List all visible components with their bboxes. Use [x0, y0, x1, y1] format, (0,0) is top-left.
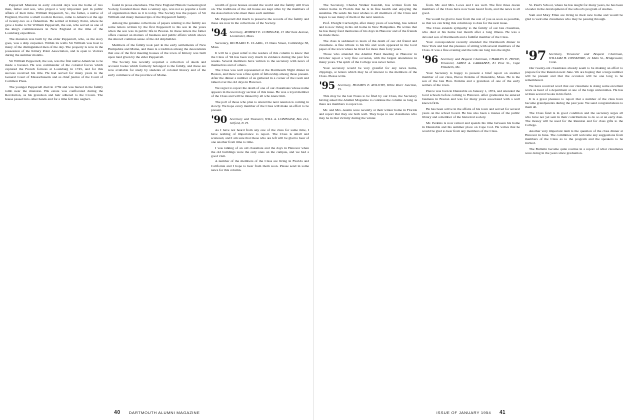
- magazine-title: DARTMOUTH ALUMNI MAGAZINE: [128, 410, 200, 415]
- left-column-3-intro: [211, 3, 309, 25]
- paragraph: This may be the last Notes to be filed by our Class, the Secretary having asked the Alumni Magazine to continue the column as long as there are members to report on.: [319, 94, 417, 107]
- left-column-1: [5, 3, 103, 405]
- page-number: 40: [114, 410, 121, 416]
- issue-label: ISSUE OF JANUARY 1954: [436, 410, 491, 415]
- paragraph: Mr. and Mrs. Austin were recently at their winter home in Florida and report that they are both well. They hope to see classmates who may be in that vicinity during the winter.: [319, 107, 417, 120]
- paragraph: The Class was well represented at the Dartmouth Night dinner in Boston, and there was a fine spirit of fellowship among those present. After the dinner a number of us gathered in a corner of the room and talked over the old days in Hanover.: [211, 68, 309, 85]
- paragraph: The class is saddened to learn of the death of our old friend and classmate. A fine tribute to his life and work appeared in the local paper of the town where he lived for more than forty years.: [319, 38, 417, 51]
- paragraph: Your correspondent recently attended the Dartmouth dinner in New York and had the pleasure of sitting with several members of the Class. It was a fine evening and the talk ran long into the night.: [422, 40, 520, 53]
- class-notes-96: [422, 71, 520, 132]
- paragraph: The Class extends sympathy to the family of our late classmate, who died at his home last month after a long illness. He was a devoted son of Dartmouth and a faithful member of the Class.: [422, 26, 520, 39]
- paragraph: Mr. Pepperrell did much to preserve the records of the family and these are now in the collections of the Society.: [211, 16, 309, 25]
- paragraph: I was talking of an old classmate and the days in Hanover when the old buildings were the only ones on the campus, and we had a good visit.: [211, 145, 309, 158]
- paragraph: The poll of those who plan to attend the next reunion is coming in slowly. We hope every member of the Class will make an effort to be present.: [211, 99, 309, 112]
- left-column-2: [108, 3, 206, 405]
- class-number: '95: [319, 81, 335, 93]
- right-column-1-text: [319, 3, 417, 78]
- right-column-3: [525, 3, 623, 405]
- left-folio: [0, 409, 314, 417]
- paragraph: wealth of great houses around the world and the family still lives on. The traditions of the old house are kept alive by the members of the Association who meet there each summer.: [211, 3, 309, 16]
- class-heading-90: [211, 116, 309, 126]
- right-page: [314, 0, 628, 420]
- paragraph: We would be glad to hear from the rest of you as soon as possible, so that we can bring this column up to date for the next issue.: [422, 16, 520, 25]
- paragraph: Mr. Perkins is now retired and spends his time between his home in Dunstable and his summer place on Cape Cod. He writes that he would be glad to hear from any members of the Class.: [422, 120, 520, 133]
- paragraph: It is a great pleasure to report that a number of the class have become grandparents during the past year. We send congratulations to them all.: [525, 97, 623, 110]
- class-notes-97: [525, 66, 623, 155]
- class-secretary-info: Secretary and Bequest Chairman, CHARLES E. HOWE, Treasurer, JABEZ A. LARRABEE, 81 Pine St., Cape Elizabeth, Me.: [440, 57, 520, 70]
- class-heading-94: [211, 29, 309, 39]
- class-secretary-info: Secretary, ROBERT E. LOBINGER, 15 Merriam Avenue, Leominster, Mass.: [229, 29, 309, 38]
- paragraph: Pepperrell Mansion in early colonial days was the home of two men, father and son, who played a very important part in public affairs of their time. William Pepperrell, Sr., the father, a native of England, lived in a small room in Revere, came to America at the age of twenty-two as a fisherman. He settled at Kittery Point, where he gave a home to Sir William Pepperrell, the son, who served as one of the king's commissioners in New England at the time of the Louisburg expedition.: [5, 3, 103, 36]
- class-number: '94: [211, 27, 227, 39]
- paragraph: Your secretary would be very grateful for any news items, clippings, or letters which may be of interest to the members of the Class. Please write.: [319, 66, 417, 79]
- right-column-2: [422, 3, 520, 405]
- paragraph: He has been active in the affairs of his town and served for several years on the school board. He has also been a trustee of the public library and a member of the historical society.: [422, 106, 520, 119]
- paragraph: A number of the members of the Class are living in Florida and California and I hope to hear from them soon. Please send in some news for this column.: [211, 159, 309, 172]
- right-column-2-text: [422, 3, 520, 52]
- paragraph: found in prose elsewhere. The New England Historic Genealogical Society, founded more than a century ago, was not so popular a form of organization then as it is today. The Society has the papers of Sir William and many manuscripts of the Pepperrell family.: [108, 3, 206, 20]
- paragraph: It will be a great relief to the readers of this column to know that the Class of '94 has been very much in evidence during the past few weeks. Several members have written to the secretary with news of themselves and of others.: [211, 50, 309, 67]
- class-secretary-info: Secretary, HOLMES E. ROLOTH, White River Junction, Vt.: [337, 83, 417, 92]
- class-heading-97: [525, 48, 623, 64]
- right-column-3-intro: [525, 3, 623, 21]
- paragraph: St. Paul's School, where he has taught for many years, he has been a leader in the development of the school's program of studies.: [525, 3, 623, 12]
- paragraph: Among the genuine collections of papers relating to the family are some letters written by the first Pepperrell to his son in the years when the son was in public life in Boston. In these letters the father offers counsel on matters of business and public affairs which shows the shrewd common sense of the old shipbuilder.: [108, 20, 206, 41]
- paragraph: The Class fund is in good condition and the secretary urges all who have not yet sent in their contributions to do so at an early date. The money will be used for the Reunion and for class gifts to the College.: [525, 111, 623, 128]
- class-notes-95: [319, 94, 417, 120]
- paragraph: Another very important item is the question of the class dinner at Hanover in June. The committee will welcome any suggestions from members of the Class as to the program and the speakers to be invited.: [525, 128, 623, 145]
- class-number: '97: [525, 48, 546, 64]
- class-secretary-info: Secretary, Treasurer and Bequest Chairman, WILLIAM H. DINSMORE, 21 Main St., Bridgewater, Conn.: [548, 51, 623, 64]
- paragraph: The Society has recently acquired a collection of deeds and account books which formerly belonged to the family, and these are now available for study by students of colonial history and of the early commerce of the province of Maine.: [108, 60, 206, 77]
- page-number: 41: [499, 410, 506, 416]
- paragraph: Secretary, RICHARD E. CLARK, 15 Dana Street, Cambridge 38, Mass.: [211, 40, 309, 49]
- left-column-3: [211, 3, 309, 405]
- paragraph: The younger Pepperrell died in 1759 and was buried in the family tomb near the mansion. His estate was confiscated during the Revolution, as his grandson and heir adhered to the Crown. The house passed into other hands and for a time fell into neglect.: [5, 84, 103, 101]
- right-folio: [314, 409, 628, 417]
- paragraph: As I have not heard from any one of the class for some time, I have nothing of importance to report. The Class is small and scattered, and I am sure that those who are left will be glad to hear of one another from time to time.: [211, 127, 309, 145]
- paragraph: from. Mr. and Mrs. Lowe and I are well. The first three dozen members of the Class have now been heard from, and the news is all good.: [422, 3, 520, 16]
- paragraph: The mansion was built by the elder Pepperrell, who, as the story goes, was a ship carpenter. Within its walls Sir William was host to many of the distinguished men of the day. The property is now in the possession of the Kittery Point Association, and is open to visitors during the summer months.: [5, 36, 103, 58]
- paragraph: Sir William Pepperrell, the son, was the first native American to be made a baronet. He was commander of the colonial forces which captured the French fortress at Louisburg in 1745, and for this success received his title. He had served for many years in the General Court of Massachusetts and as chief justice of the Court of Common Pleas.: [5, 58, 103, 84]
- paragraph: The Bulletin became quite routine in a report of what classmates were doing in the years since graduation.: [525, 146, 623, 155]
- paragraph: Sam and Mary Ellen are living in their new home and would be glad to welcome classmates who may be passing through.: [525, 12, 623, 21]
- class-heading-95: [319, 82, 417, 92]
- class-number: '90: [211, 114, 227, 126]
- paragraph: We have received word that our classmate is doing some excellent work as head of a department at one of the large universities. He has written several books in his field.: [525, 83, 623, 96]
- paragraph: Pierce was born in Dunstable on January 1, 1874, and attended the local schools before coming to Hanover. After graduation he entered business in Boston and was for many years associated with a well known firm.: [422, 89, 520, 106]
- class-notes-94: [211, 41, 309, 112]
- class-secretary-info: Secretary and Treasurer, WILL A. LOBINGER, Box 212, Gilford, N. H.: [229, 116, 309, 125]
- paragraph: Members of the family took part in the early settlements of New Hampshire and Maine, and there is a tradition among the descendants that one of the first meeting houses of the town of Kittery was built upon land given by the elder Pepperrell.: [108, 42, 206, 59]
- class-number: '96: [422, 55, 438, 67]
- paragraph: The Secretary, Charles Walker Kendall, has written from his winter home in Florida that he is in fine health and enjoying the sunshine. He sends his best wishes to all members of the Class and hopes to see many of them at the next reunion.: [319, 3, 417, 20]
- class-notes-90: [211, 128, 309, 172]
- paragraph: Prof. Dwight Cartwright, after many years of teaching, has retired and is now living in his old home in New Hampshire. He writes that he has many fond memories of his days in Hanover and of the friends he made there.: [319, 20, 417, 37]
- paragraph: Your Secretary is happy to present a brief report on another member of our class, Pierce Perkins of Dunstable, Mass. He is the son of the late Hon. Perkins and a grandson of one of the early settlers of the town.: [422, 71, 520, 88]
- class-heading-96: [422, 56, 520, 69]
- paragraph: We regret to report the death of one of our classmates whose name appears in the necrology section of this issue. He was a loyal member of the Class and will be missed by all who knew him.: [211, 86, 309, 99]
- right-column-1: [319, 3, 417, 405]
- paragraph: Our twenty-six classmates already seem to be making an effort to prepare for the Reunion next June. We are hoping that a large number will be present and that the occasion will be one long to be remembered.: [525, 65, 623, 82]
- paragraph: Those who attended the Alumni Fund meeting at Hanover in October report a very fine occasion, with the largest attendance in many years. The spirit of the College was never better.: [319, 52, 417, 65]
